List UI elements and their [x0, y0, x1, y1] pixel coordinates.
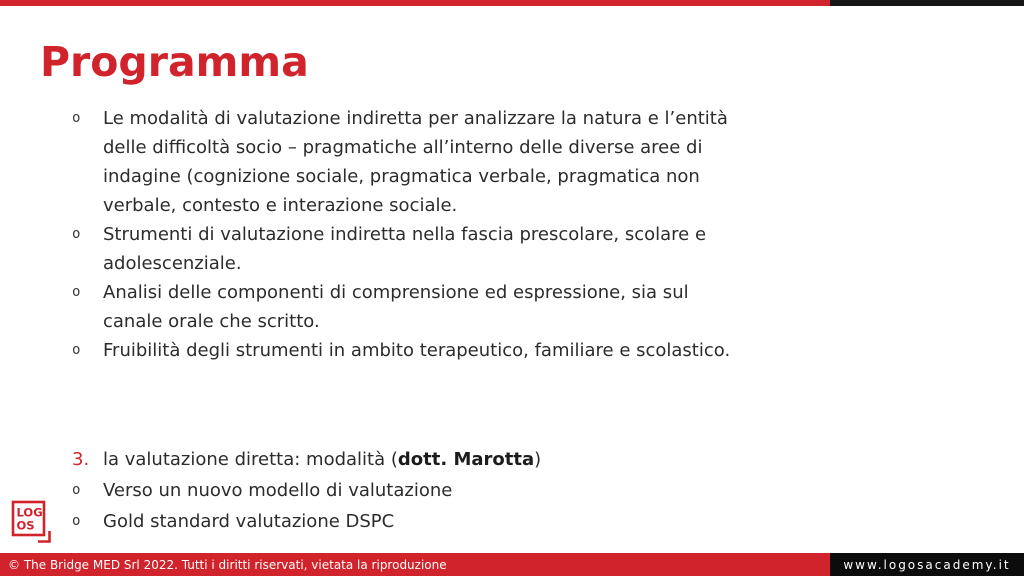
- bullet-text: Verso un nuovo modello di valutazione: [103, 480, 453, 501]
- bullet-marker: o: [72, 110, 81, 126]
- logos-logo: [11, 500, 61, 552]
- bullet-line: Fruibilità degli strumenti in ambito terapeutico, familiare e scolastico.: [103, 340, 731, 361]
- list-item: [72, 220, 730, 278]
- bullet-line: Analisi delle componenti di comprensione ed espressione, sia sul: [103, 282, 689, 303]
- numbered-prefix: la valutazione diretta: modalità (: [103, 449, 398, 470]
- bullet-line: verbale, contesto e interazione sociale.: [103, 195, 458, 216]
- footer-copyright-bar: [0, 553, 830, 576]
- number-marker: 3.: [72, 449, 90, 470]
- list-item: [72, 475, 541, 506]
- bullet-line: delle difficoltà socio – pragmatiche all’interno delle diverse aree di: [103, 137, 703, 158]
- numbered-suffix: ): [534, 449, 542, 470]
- page-title: Programma: [40, 38, 309, 86]
- bullet-text: [103, 278, 730, 336]
- logo-text-bottom: OS: [16, 518, 35, 533]
- numbered-text: [103, 444, 541, 475]
- bullet-line: canale orale che scritto.: [103, 311, 320, 332]
- bullet-line: indagine (cognizione sociale, pragmatica verbale, pragmatica non: [103, 166, 700, 187]
- bullet-list-main: [72, 104, 730, 365]
- logos-logo-icon: [11, 500, 61, 548]
- website-text: www.logosacademy.it: [843, 557, 1011, 572]
- list-item: [72, 336, 730, 365]
- bullet-text: [103, 336, 730, 365]
- bullet-marker: o: [72, 482, 81, 498]
- bullet-text: [103, 220, 730, 278]
- numbered-item: [72, 444, 541, 475]
- top-accent-bar-black: [830, 0, 1024, 6]
- bullet-list-secondary: [72, 444, 541, 537]
- bullet-line: adolescenziale.: [103, 253, 242, 274]
- bullet-line: Strumenti di valutazione indiretta nella fascia prescolare, scolare e: [103, 224, 707, 245]
- bullet-marker: o: [72, 342, 81, 358]
- copyright-text: © The Bridge MED Srl 2022. Tutti i diritti riservati, vietata la riproduzione: [8, 557, 447, 572]
- bullet-text: [103, 104, 730, 220]
- footer-website-bar: [830, 553, 1024, 576]
- bullet-marker: o: [72, 226, 81, 242]
- list-item: [72, 104, 730, 220]
- logo-text-top: LOG: [16, 505, 43, 520]
- bullet-marker: o: [72, 284, 81, 300]
- bullet-line: Le modalità di valutazione indiretta per analizzare la natura e l’entità: [103, 108, 728, 129]
- top-accent-bar-red: [0, 0, 830, 6]
- bullet-marker: o: [72, 513, 81, 529]
- list-item: [72, 278, 730, 336]
- list-item: [72, 506, 541, 537]
- numbered-bold: dott. Marotta: [397, 449, 535, 470]
- bullet-text: Gold standard valutazione DSPC: [103, 511, 395, 532]
